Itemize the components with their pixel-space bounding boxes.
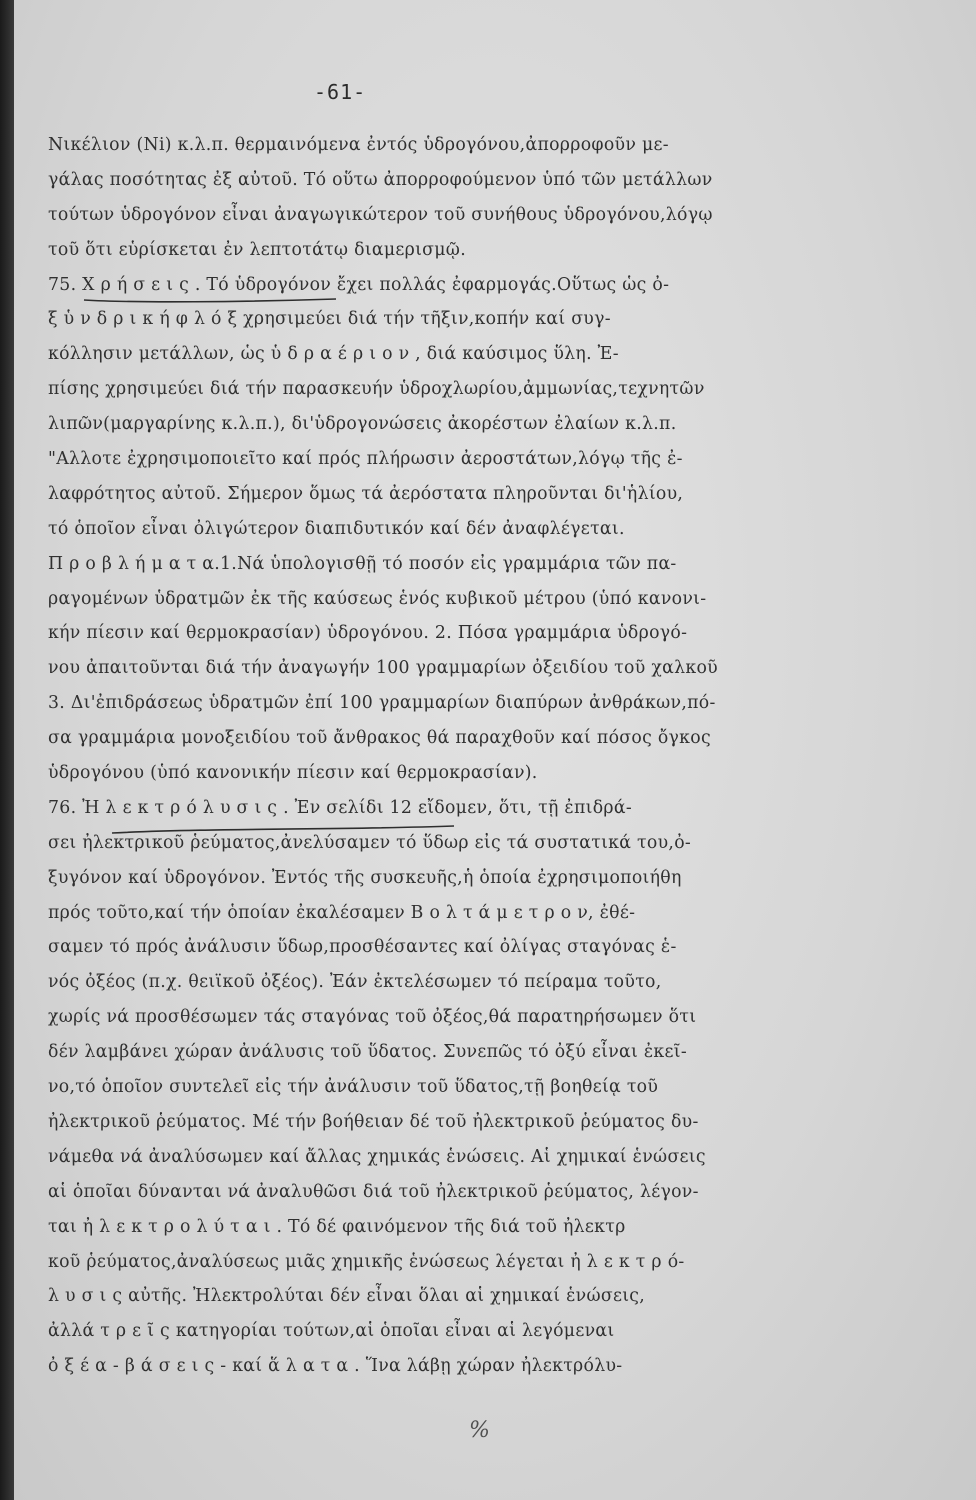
text-line: πρός τοῦτο,καί τήν ὁποίαν ἐκαλέσαμεν Β ο λ τ ά μ ε τ ρ ο ν, ἐθέ- xyxy=(48,902,636,923)
text-line: ὑδρογόνου (ὑπό κανονικήν πίεσιν καί θερμοκρασίαν). xyxy=(48,763,538,784)
text-line: νου ἀπαιτοῦνται διά τήν ἀναγωγήν 100 γραμμαρίων ὀξειδίου τοῦ χαλκοῦ xyxy=(48,658,718,679)
text-line: ραγομένων ὑδρατμῶν ἐκ τῆς καύσεως ἑνός κυβικοῦ μέτρου (ὑπό κανονι- xyxy=(48,588,707,609)
footer-mark: % xyxy=(469,1418,490,1443)
text-line: σα γραμμάρια μονοξειδίου τοῦ ἄνθρακος θά παραχθοῦν καί πόσος ὄγκος xyxy=(48,728,711,749)
text-line: δέν λαμβάνει χώραν ἀνάλυσις τοῦ ὕδατος. Συνεπῶς τό ὀξύ εἶναι ἐκεῖ- xyxy=(48,1042,688,1063)
text-line: λιπῶν(μαργαρίνης κ.λ.π.), δι'ὑδρογονώσεις ἀκορέστων ἐλαίων κ.λ.π. xyxy=(48,414,677,435)
text-line: ὀ ξ έ α - β ά σ ε ι ς - καί ἅ λ α τ α . Ἵνα λάβῃ χώραν ἠλεκτρόλυ- xyxy=(48,1356,623,1377)
text-line: χωρίς νά προσθέσωμεν τάς σταγόνας τοῦ ὀξέος,θά παρατηρήσωμεν ὅτι xyxy=(48,1007,697,1028)
section-76-heading-line: 76. Ἠ λ ε κ τ ρ ό λ υ σ ι ς . Ἐν σελίδι 12 εἴδομεν, ὅτι, τῇ ἐπιδρά- xyxy=(48,797,632,818)
text-line: ἀλλά τ ρ ε ῖ ς κατηγορίαι τούτων,αἱ ὁποῖαι εἶναι αἱ λεγόμεναι xyxy=(48,1321,615,1342)
text-line: κόλλησιν μετάλλων, ὡς ὑ δ ρ α έ ρ ι ο ν , διά καύσιμος ὕλη. Ἐ- xyxy=(48,344,619,365)
page-number: -61- xyxy=(314,80,367,104)
text-line: κοῦ ῥεύματος,ἀναλύσεως μιᾶς χημικῆς ἑνώσεως λέγεται ἠ λ ε κ τ ρ ό- xyxy=(48,1251,685,1272)
text-line: 3. Δι'ἐπιδράσεως ὑδρατμῶν ἐπί 100 γραμμαρίων διαπύρων ἀνθράκων,πό- xyxy=(48,693,716,714)
text-line: Nικέλιον (Ni) κ.λ.π. θερμαινόμενα ἐντός ὑδρογόνου,ἀπορροφοῦν με- xyxy=(48,135,669,155)
text-line: λαφρότητος αὐτοῦ. Σήμερον ὅμως τά ἀερόστατα πληροῦνται δι'ἡλίου, xyxy=(48,483,684,504)
text-line: ξ ὑ ν δ ρ ι κ ή φ λ ό ξ χρησιμεύει διά τήν τῆξιν,κοπήν καί συγ- xyxy=(48,309,611,330)
text-line: πίσης χρησιμεύει διά τήν παρασκευήν ὑδροχλωρίου,ἀμμωνίας,τεχνητῶν xyxy=(48,379,705,400)
body-text xyxy=(48,128,953,1384)
text-line: γάλας ποσότητας ἐξ αὐτοῦ. Τό οὕτω ἀπορροφούμενον ὑπό τῶν μετάλλων xyxy=(48,169,713,190)
text-line: σαμεν τό πρός ἀνάλυσιν ὕδωρ,προσθέσαντες καί ὀλίγας σταγόνας ἑ- xyxy=(48,937,677,958)
text-line: λ υ σ ι ς αὐτῆς. Ἠλεκτρολύται δέν εἶναι ὅλαι αἱ χημικαί ἑνώσεις, xyxy=(48,1286,646,1307)
section-75-heading-line: 75. Χ ρ ή σ ε ι ς . Τό ὑδρογόνον ἔχει πολλάς ἐφαρμογάς.Οὕτως ὡς ὀ- xyxy=(48,274,670,295)
text-line: τοῦ ὅτι εὑρίσκεται ἐν λεπτοτάτῳ διαμερισμῷ. xyxy=(48,239,466,260)
text-line: τό ὁποῖον εἶναι ὀλιγώτερον διαπιδυτικόν καί δέν ἀναφλέγεται. xyxy=(48,518,625,539)
text-line: νο,τό ὁποῖον συντελεῖ εἰς τήν ἀνάλυσιν τοῦ ὕδατος,τῇ βοηθείᾳ τοῦ xyxy=(48,1077,659,1098)
binding-edge xyxy=(0,0,14,1500)
text-line: νός ὀξέος (π.χ. θειϊκοῦ ὀξέος). Ἐάν ἐκτελέσωμεν τό πείραμα τοῦτο, xyxy=(48,972,662,993)
text-line: νάμεθα νά ἀναλύσωμεν καί ἄλλας χημικάς ἑνώσεις. Αἱ χημικαί ἑνώσεις xyxy=(48,1146,706,1167)
document-page xyxy=(14,0,976,1500)
text-line: αἱ ὁποῖαι δύνανται νά ἀναλυθῶσι διά τοῦ ἠλεκτρικοῦ ῥεύματος, λέγον- xyxy=(48,1181,699,1202)
text-line: κήν πίεσιν καί θερμοκρασίαν) ὑδρογόνου. 2. Πόσα γραμμάρια ὑδρογό- xyxy=(48,623,688,644)
text-line: σει ἠλεκτρικοῦ ῥεύματος,ἀνελύσαμεν τό ὕδωρ εἰς τά συστατικά του,ὀ- xyxy=(48,832,692,853)
text-line: "Αλλοτε ἐχρησιμοποιεῖτο καί πρός πλήρωσιν ἀεροστάτων,λόγῳ τῆς ἐ- xyxy=(48,449,683,470)
text-line: τούτων ὑδρογόνον εἶναι ἀναγωγικώτερον τοῦ συνήθους ὑδρογόνου,λόγῳ xyxy=(48,204,713,225)
text-line: ξυγόνον καί ὑδρογόνον. Ἐντός τῆς συσκευῆς,ἡ ὁποία ἐχρησιμοποιήθη xyxy=(48,867,682,888)
text-line: ται ἠ λ ε κ τ ρ ο λ ύ τ α ι . Τό δέ φαινόμενον τῆς διά τοῦ ἠλεκτρ xyxy=(48,1216,626,1237)
problems-line: Π ρ ο β λ ή μ α τ α.1.Νά ὑπολογισθῇ τό ποσόν εἰς γραμμάρια τῶν πα- xyxy=(48,553,677,574)
text-line: ἠλεκτρικοῦ ῥεύματος. Μέ τήν βοήθειαν δέ τοῦ ἠλεκτρικοῦ ῥεύματος δυ- xyxy=(48,1111,699,1132)
